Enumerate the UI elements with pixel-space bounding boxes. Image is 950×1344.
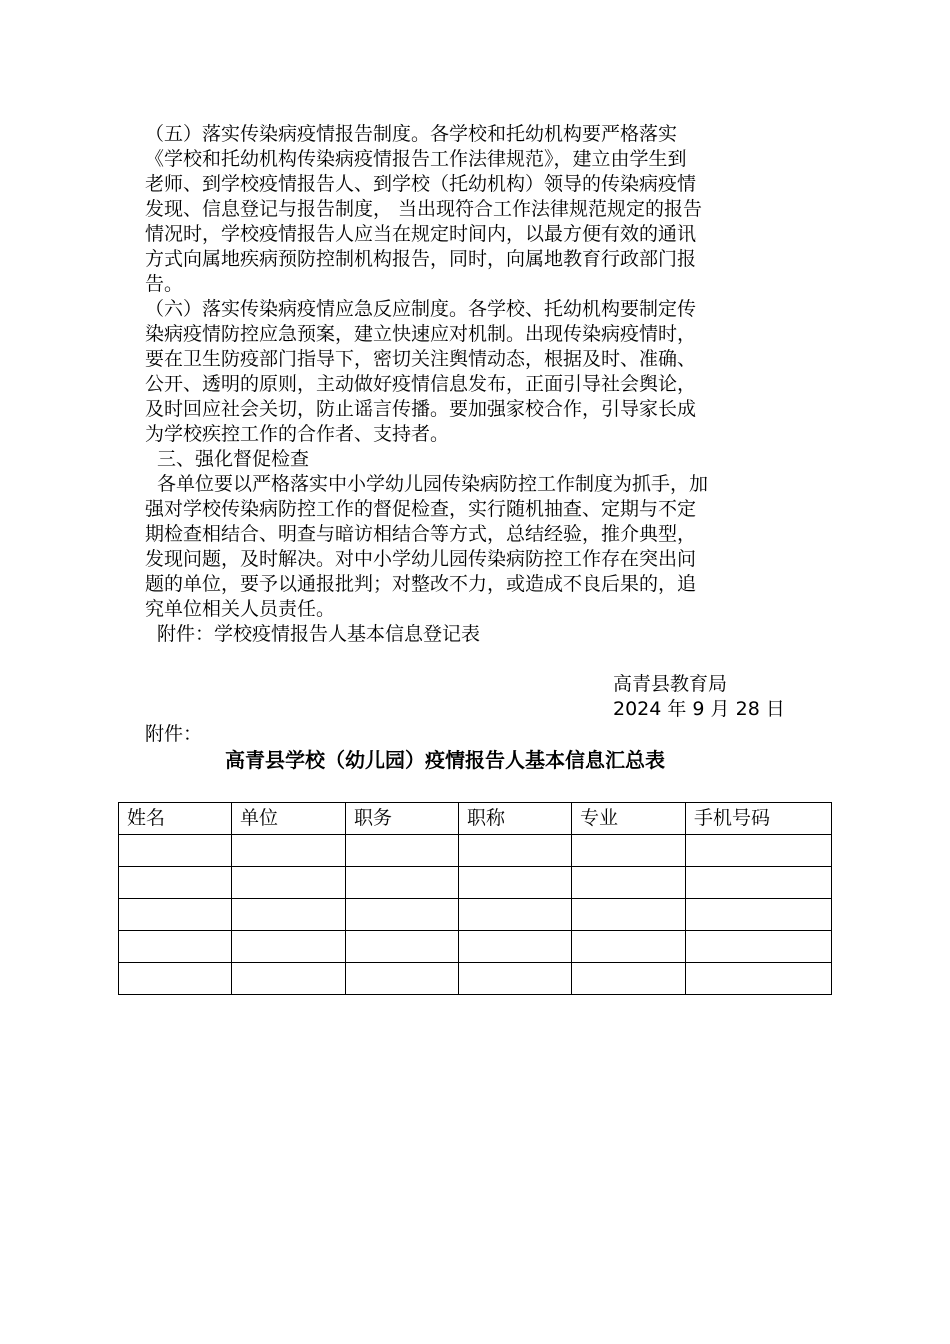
paragraph-7-line: 强对学校传染病防控工作的督促检查，实行随机抽查、定期与不定 bbox=[145, 498, 697, 520]
table-cell bbox=[346, 899, 459, 931]
paragraph-7-line: 发现问题，及时解决。对中小学幼儿园传染病防控工作存在突出问 bbox=[145, 548, 697, 570]
paragraph-5-line: 老师、到学校疫情报告人、到学校（托幼机构）领导的传染病疫情 bbox=[145, 173, 697, 195]
table-cell bbox=[686, 963, 832, 995]
header-cell-unit: 单位 bbox=[232, 803, 346, 835]
paragraph-7-line: 题的单位，要予以通报批判；对整改不力，或造成不良后果的，追 bbox=[145, 573, 697, 595]
header-cell-name: 姓名 bbox=[119, 803, 232, 835]
table-cell bbox=[232, 931, 346, 963]
table-cell bbox=[119, 931, 232, 963]
header-cell-major: 专业 bbox=[572, 803, 686, 835]
paragraph-5-line: 《学校和托幼机构传染病疫情报告工作法律规范》，建立由学生到 bbox=[145, 148, 687, 170]
signature-date: 2024 年 9 月 28 日 bbox=[613, 698, 785, 720]
table-cell bbox=[346, 931, 459, 963]
section-3-heading: 三、强化督促检查 bbox=[157, 448, 310, 470]
table-cell bbox=[686, 899, 832, 931]
table-cell bbox=[459, 931, 572, 963]
table-cell bbox=[119, 867, 232, 899]
table-cell bbox=[232, 867, 346, 899]
table-row bbox=[119, 899, 832, 931]
paragraph-6-line: 公开、透明的原则，主动做好疫情信息发布，正面引导社会舆论， bbox=[145, 373, 697, 395]
table-cell bbox=[346, 835, 459, 867]
paragraph-5-line: 情况时，学校疫情报告人应当在规定时间内，以最方便有效的通讯 bbox=[145, 223, 697, 245]
table-cell bbox=[119, 835, 232, 867]
table-cell bbox=[346, 867, 459, 899]
table-cell bbox=[459, 835, 572, 867]
table-cell bbox=[119, 899, 232, 931]
paragraph-7-line: 期检查相结合、明查与暗访相结合等方式，总结经验，推介典型， bbox=[145, 523, 697, 545]
table-row bbox=[119, 867, 832, 899]
paragraph-7-line: 各单位要以严格落实中小学幼儿园传染病防控工作制度为抓手，加 bbox=[157, 473, 709, 495]
header-cell-phone: 手机号码 bbox=[686, 803, 832, 835]
signature-org: 高青县教育局 bbox=[613, 673, 728, 695]
paragraph-6-line: 要在卫生防疫部门指导下，密切关注舆情动态，根据及时、准确、 bbox=[145, 348, 697, 370]
header-cell-position: 职务 bbox=[346, 803, 459, 835]
paragraph-5-line: 发现、信息登记与报告制度， 当出现符合工作法律规范规定的报告 bbox=[145, 198, 703, 220]
paragraph-5-line: 告。 bbox=[145, 273, 184, 295]
table-cell bbox=[572, 963, 686, 995]
table-cell bbox=[572, 931, 686, 963]
header-cell-title: 职称 bbox=[459, 803, 572, 835]
table-cell bbox=[686, 931, 832, 963]
paragraph-6-line: 及时回应社会关切，防止谣言传播。要加强家校合作，引导家长成 bbox=[145, 398, 697, 420]
table-cell bbox=[459, 867, 572, 899]
paragraph-5-line: 方式向属地疾病预防控制机构报告，同时，向属地教育行政部门报 bbox=[145, 248, 697, 270]
table-row bbox=[119, 931, 832, 963]
table-row bbox=[119, 835, 832, 867]
table-header-row bbox=[119, 803, 832, 835]
paragraph-6-line: 为学校疾控工作的合作者、支持者。 bbox=[145, 423, 450, 445]
table-cell bbox=[459, 899, 572, 931]
table-cell bbox=[232, 899, 346, 931]
paragraph-6-line: 染病疫情防控应急预案，建立快速应对机制。出现传染病疫情时， bbox=[145, 323, 697, 345]
table-row bbox=[119, 963, 832, 995]
table-cell bbox=[572, 867, 686, 899]
table-cell bbox=[572, 835, 686, 867]
table-cell bbox=[232, 963, 346, 995]
table-cell bbox=[346, 963, 459, 995]
attachment-label: 附件： bbox=[145, 723, 203, 745]
table-cell bbox=[572, 899, 686, 931]
paragraph-7-line: 究单位相关人员责任。 bbox=[145, 598, 336, 620]
paragraph-5-line: （五）落实传染病疫情报告制度。各学校和托幼机构要严格落实 bbox=[145, 123, 678, 145]
paragraph-6-line: （六）落实传染病疫情应急反应制度。各学校、托幼机构要制定传 bbox=[145, 298, 697, 320]
table-cell bbox=[459, 963, 572, 995]
table-cell bbox=[686, 835, 832, 867]
attachment-reference: 附件：学校疫情报告人基本信息登记表 bbox=[157, 623, 481, 645]
reporter-info-table bbox=[118, 802, 832, 995]
table-cell bbox=[686, 867, 832, 899]
attachment-table-title: 高青县学校（幼儿园）疫情报告人基本信息汇总表 bbox=[225, 748, 665, 772]
table-cell bbox=[232, 835, 346, 867]
table-cell bbox=[119, 963, 232, 995]
